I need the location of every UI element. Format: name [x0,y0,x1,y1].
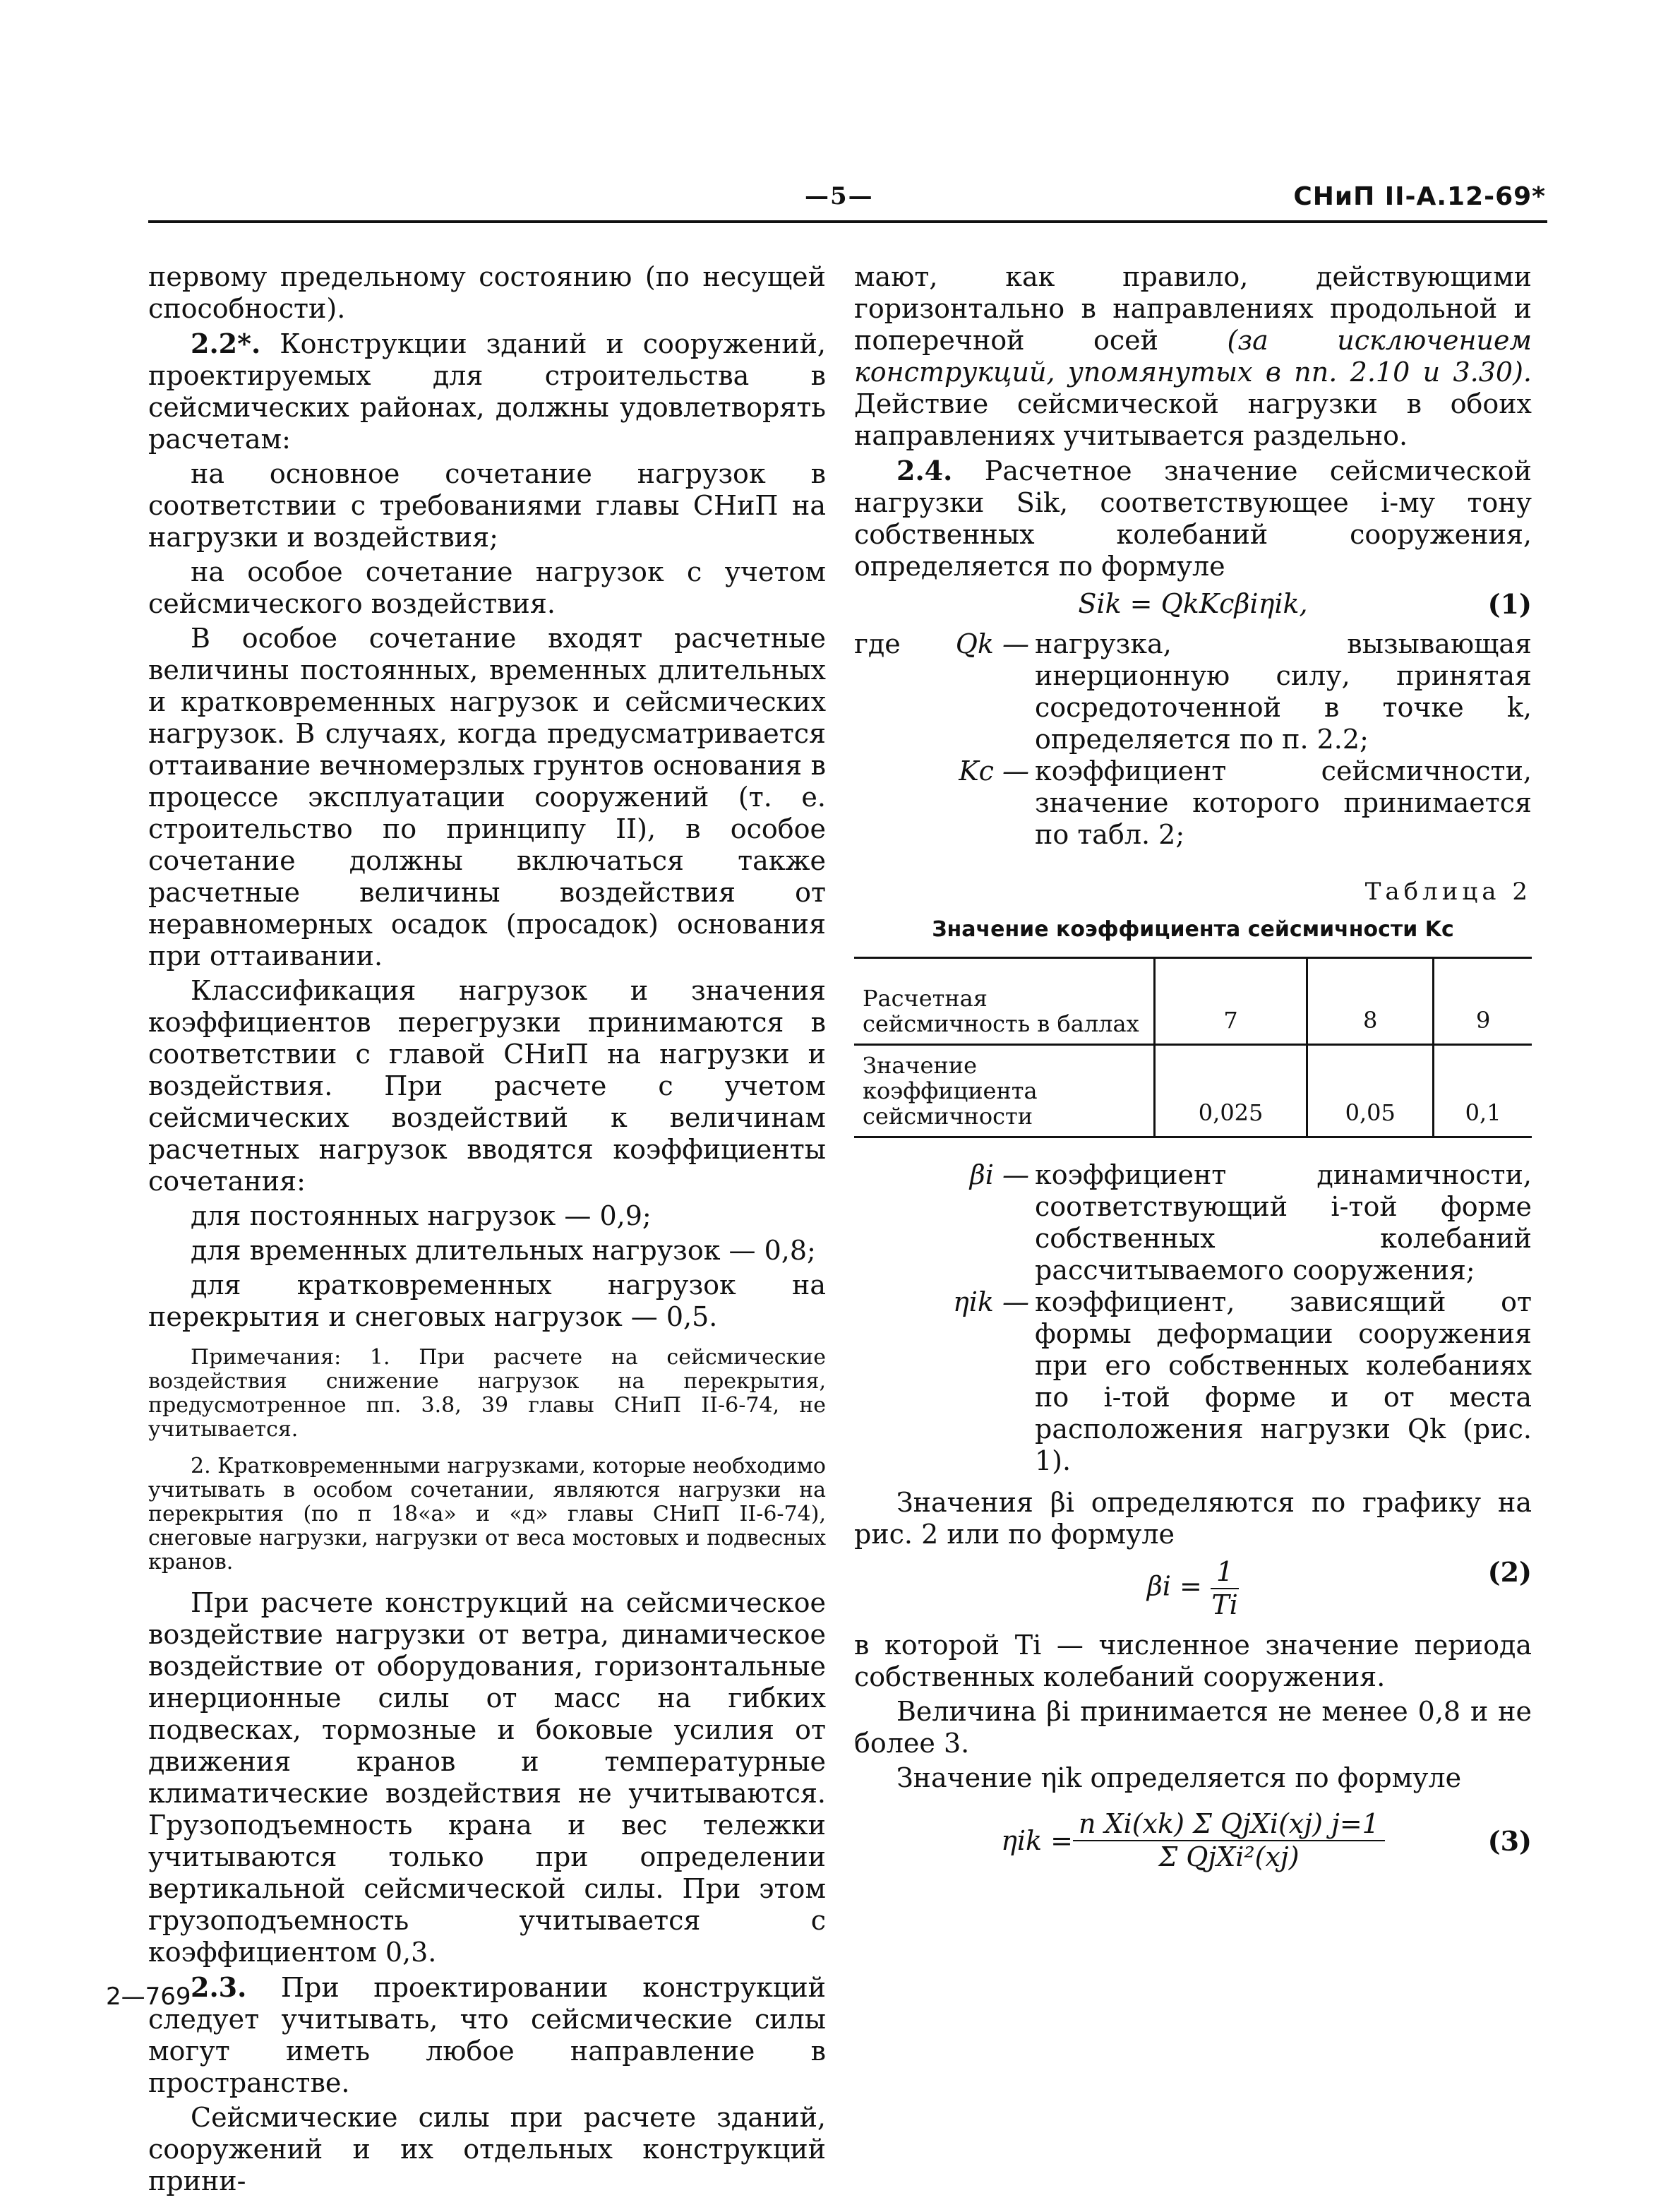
paragraph: Значение ηik определяется по формуле [896,1762,1462,1793]
equation-number: (3) [1487,1824,1532,1857]
table-cell: 8 [1307,958,1434,1045]
definition-text: коэффициент сейсмичности, значение которого принимается по табл. 2; [1035,755,1532,850]
definition-text: коэффициент, зависящий от формы деформации сооружения при его собственных колебаниях по i-той форме и от места расположения нагрузки Qk (рис. 1). [1035,1286,1532,1476]
formula-lhs: βi = [1146,1570,1202,1602]
numerator-expression: Xi(xk) Σ QjXi(xj) [1104,1808,1323,1839]
paragraph-text: мают, как правило, действующими горизонтально в направлениях продольной и поперечной осей [854,261,1532,356]
paragraph: на особое сочетание нагрузок с учетом сейсмического воздействия. [148,556,826,619]
fraction-denominator: Ti [1211,1589,1238,1620]
section-number: 2.2*. [191,328,261,359]
paragraph: Значения βi определяются по графику на рис. 2 или по формуле [854,1487,1532,1550]
paragraph: на основное сочетание нагрузок в соответствии с требованиями главы СНиП на нагрузки и воздействия; [148,458,826,553]
coefficient-item: для кратковременных нагрузок на перекрытия и снеговых нагрузок — 0,5. [148,1269,826,1332]
section-number: 2.3. [191,1971,247,2003]
paragraph [854,261,1532,452]
paragraph-text: Действие сейсмической нагрузки в обоих направлениях учитывается раздельно. [854,388,1532,451]
fraction-numerator: 1 [1211,1556,1239,1589]
formula-1 [854,588,1532,620]
denominator-expression: Σ QjXi²(xj) [1158,1841,1300,1872]
seismic-coefficient-table [854,957,1532,1138]
table-row [854,958,1532,1045]
paragraph-2-4 [854,455,1532,582]
paragraph: Классификация нагрузок и значения коэффициентов перегрузки принимаются в соответствии с главой СНиП на нагрузки и воздействия. При расчете с учетом сейсмических воздействий к величинам расчетных нагрузок вводятся коэффициенты сочетания: [148,975,826,1197]
paragraph-2-3 [148,1971,826,2099]
fraction [1073,1808,1385,1873]
table-cell: 0,1 [1434,1045,1532,1137]
footer-code: 2—769 [106,1983,191,2011]
note: Примечания: 1. При расчете на сейсмические воздействия снижение нагрузок на перекрытия, предусмотренное пп. 3.8, 39 главы СНиП II-6-74, не учитывается. [148,1345,826,1442]
definition-symbol: βi — [969,1159,1029,1190]
definition-symbol: ηik — [952,1286,1029,1317]
equation-number: (1) [1487,588,1532,620]
paragraph-text: Конструкции зданий и сооружений, проектируемых для строительства в сейсмических районах, должны удовлетворять расчетам: [148,328,826,455]
section-number: 2.4. [896,455,953,486]
page-number: —5— [805,182,874,210]
table-row-header: Значение коэффициента сейсмичности [854,1045,1155,1137]
table-cell: 0,025 [1155,1045,1307,1137]
definition-symbol: Qk — [955,628,1029,659]
paragraph: В особое сочетание входят расчетные величины постоянных, временных длительных и кратковременных нагрузок и сейсмических нагрузок. В случаях, когда предусматривается оттаивание вечномерзлых грунтов основания в процессе эксплуатации сооружений (т. е. строительство по принципу II), в особое сочетание должны включаться также расчетные величины воздействия от неравномерных осадок (просадок) основания при оттаивании. [148,623,826,972]
formula-expression: Sik = QkKcβiηik, [1078,588,1308,619]
definition-text: нагрузка, вызывающая инерционную силу, принятая сосредоточенной в точке k, определяется по п. 2.2; [1035,628,1532,755]
document-code: СНиП II-А.12-69* [1293,182,1546,211]
formula-2 [854,1556,1532,1621]
fraction [1211,1556,1239,1621]
paragraph: первому предельному состоянию (по несущей способности). [148,261,826,324]
sum-upper-limit: n [1079,1808,1096,1839]
coefficient-item: для временных длительных нагрузок — 0,8; [191,1235,816,1266]
paragraph: в которой Ti — численное значение периода собственных колебаний сооружения. [854,1630,1532,1692]
paragraph: При расчете конструкций на сейсмическое воздействие нагрузки от ветра, динамическое воздействие от оборудования, горизонтальные инерционные силы от масс на гибких подвесках, тормозные и боковые усилия от движения кранов и температурные климатические воздействия не учитываются. Грузоподъемность крана и вес тележки учитываются только при определении вертикальной сейсмической силы. При этом грузоподъемность учитывается с коэффициентом 0,3. [148,1587,826,1968]
definition-item [854,1286,1532,1477]
left-column [148,261,826,2200]
coefficient-item: для постоянных нагрузок — 0,9; [191,1200,652,1231]
table-cell: 9 [1434,958,1532,1045]
table-row-header: Расчетная сейсмичность в баллах [854,958,1155,1045]
definitions [854,1159,1532,1477]
paragraph-2-2 [148,328,826,455]
paragraph-text: При проектировании конструкций следует учитывать, что сейсмические силы могут иметь любое направление в пространстве. [148,1972,826,2098]
right-column [854,261,1532,1873]
paragraph-italic: (за исключением конструкций, упомянутых в пп. 2.10 и 3.30). [854,325,1532,388]
paragraph-text: Расчетное значение сейсмической нагрузки Sik, соответствующее i-му тону собственных колебаний сооружения, определяется по формуле [854,455,1532,582]
definition-item [854,755,1532,851]
table-cell: 7 [1155,958,1307,1045]
definitions [854,628,1532,851]
table-title: Значение коэффициента сейсмичности Kc [932,917,1454,942]
definition-item [854,628,1532,755]
table-cell: 0,05 [1307,1045,1434,1137]
header-rule [148,220,1547,223]
where-label: где [854,628,901,659]
table-row [854,1045,1532,1137]
definition-text: коэффициент динамичности, соответствующий i-той форме собственных колебаний рассчитываемого сооружения; [1035,1159,1532,1286]
paragraph: Сейсмические силы при расчете зданий, сооружений и их отдельных конструкций прини- [148,2102,826,2196]
table-caption: Таблица 2 [1364,878,1532,906]
sum-lower-limit: j=1 [1331,1808,1379,1839]
fraction-numerator [1073,1808,1385,1841]
fraction-denominator [1158,1841,1299,1873]
equation-number: (2) [1487,1556,1532,1588]
definition-item [854,1159,1532,1286]
formula-3 [854,1808,1532,1873]
note: 2. Кратковременными нагрузками, которые необходимо учитывать в особом сочетании, являются нагрузки на перекрытия (по п 18«а» и «д» главы СНиП II-6-74), снеговые нагрузки, нагрузки от веса мостовых и подвесных кранов. [148,1454,826,1574]
definition-symbol: Kc — [959,755,1029,787]
paragraph: Величина βi принимается не менее 0,8 и не более 3. [854,1696,1532,1759]
formula-lhs: ηik = [1001,1824,1074,1856]
